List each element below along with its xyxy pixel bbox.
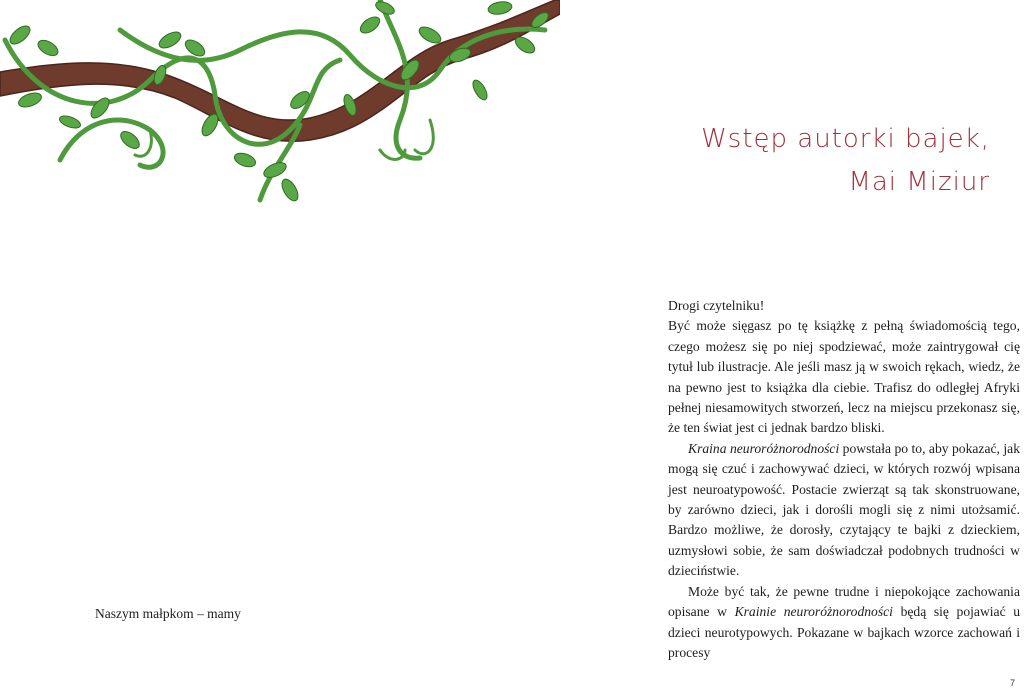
book-title-italic: Kraina neuroróżnorodności [688, 440, 840, 456]
title-line-1: Wstęp autorki bajek, [701, 124, 990, 154]
vine-branch-illustration [0, 0, 560, 215]
paragraph-3 [668, 582, 1020, 664]
paragraph-3-start: Może być tak, że pewne trudne i niepokojące zachowania opisane w [668, 583, 1020, 620]
paragraph-2-text: powstała po to, aby pokazać, jak mogą się czuć i zachowywać dzieci, w których rozwój wpisana jest neuroatypowość. Postacie zwierząt są tak skonstruowane, by zarówno dzieci, jak i dorośli mogli się z nimi utożsamić. Bardzo możliwe, że dorosły, czytający te bajki z dzieckiem, uzmysłowi sobie, że sam doświadczał podobnych trudności w dzieciństwie. [668, 440, 1020, 579]
paragraph-2 [668, 439, 1020, 582]
paragraph-3-text: będą się pojawiać u dzieci neurotypowych. Pokazane w bajkach wzorce zachowań i procesy [668, 604, 1021, 660]
title-line-2: Mai Miziur [848, 167, 990, 197]
page-number: 7 [1010, 678, 1016, 688]
dedication-text: Naszym małpkom – mamy [95, 606, 241, 621]
page-title [640, 118, 990, 204]
greeting: Drogi czytelniku! [668, 298, 765, 313]
paragraph-1: Być może sięgasz po tę książkę z pełną świadomością tego, czego możesz się po niej spodziewać, może zaintrygował cię tytuł lub ilustracje. Ale jeśli masz ją w swoich rękach, wiedz, że na pewno jest to książka dla ciebie. Trafisz do odległej Afryki pełnej niesamowitych stworzeń, lecz na miejscu przekonasz się, że ten świat jest ci jednak bardzo bliski. [668, 318, 1020, 436]
body-text [668, 296, 1020, 663]
book-title-italic-2: Krainie neuroróżnorodności [734, 604, 893, 620]
